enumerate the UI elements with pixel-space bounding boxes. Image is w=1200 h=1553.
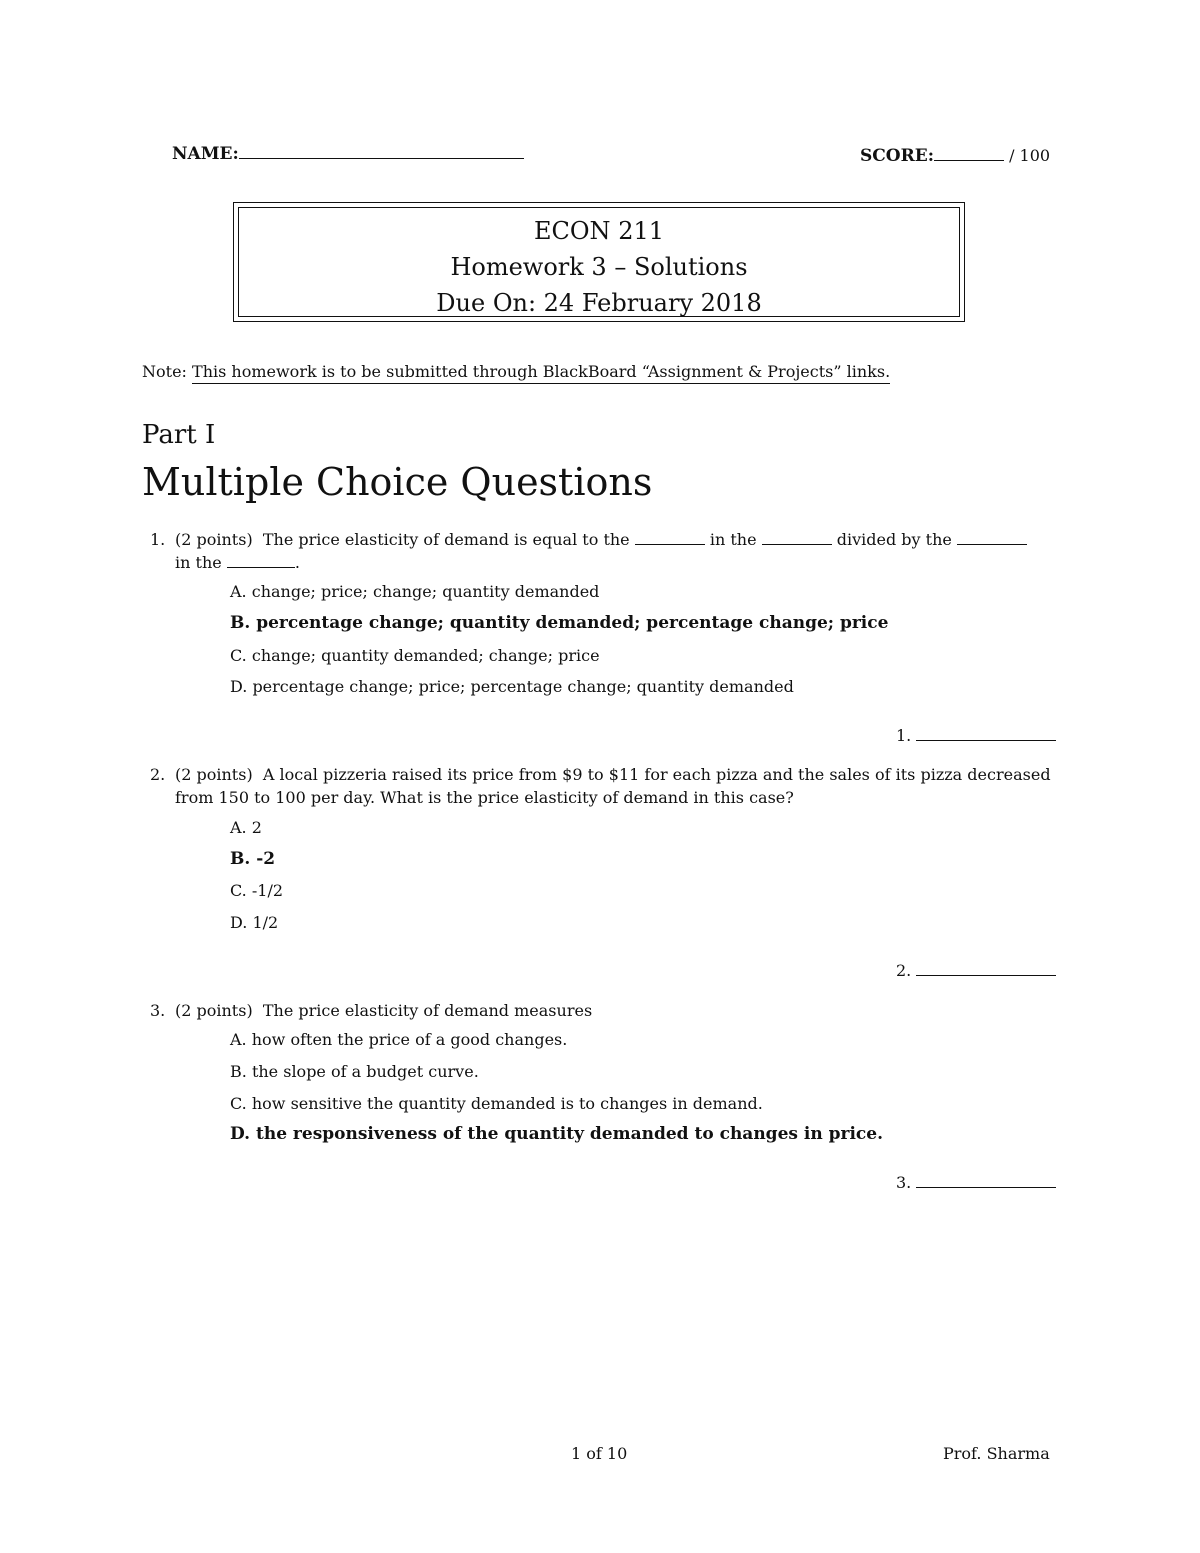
option-letter: B.	[230, 1062, 247, 1081]
question-1-text	[175, 528, 1060, 574]
option-letter: D.	[230, 677, 248, 696]
option-letter: D.	[230, 913, 248, 932]
option-letter: B.	[230, 849, 251, 869]
question-1-option-b-correct	[230, 613, 888, 633]
page-number: 1 of 10	[571, 1444, 628, 1463]
fill-in-blank[interactable]	[227, 567, 295, 568]
option-letter: A.	[230, 1030, 247, 1049]
course-title: ECON 211	[534, 217, 664, 245]
question-3-option-d-correct	[230, 1124, 883, 1144]
answer-blank[interactable]	[916, 740, 1056, 741]
option-letter: A.	[230, 582, 247, 601]
answer-label: 1.	[896, 726, 912, 745]
question-1-option-a	[230, 582, 599, 601]
question-1-segment: in the	[175, 553, 222, 572]
score-blank[interactable]	[934, 146, 1004, 161]
answer-line-3	[896, 1173, 1056, 1192]
option-text: change; price; change; quantity demanded	[251, 582, 600, 601]
due-date: Due On: 24 February 2018	[436, 289, 762, 317]
question-3-body: The price elasticity of demand measures	[262, 1001, 593, 1020]
option-letter: C.	[230, 1094, 247, 1113]
question-2-option-d	[230, 913, 278, 932]
question-3-points: (2 points)	[175, 1001, 253, 1020]
question-1-segment: The price elasticity of demand is equal to the	[262, 530, 630, 549]
question-1-points: (2 points)	[175, 530, 253, 549]
score-total: / 100	[1009, 146, 1051, 165]
question-3-text	[175, 999, 1060, 1022]
question-2-option-a	[230, 818, 262, 837]
answer-line-1	[896, 726, 1056, 745]
option-text: -2	[256, 849, 276, 869]
question-1-option-d	[230, 677, 794, 696]
fill-in-blank[interactable]	[762, 544, 832, 545]
question-1-segment: in the	[709, 530, 757, 549]
option-letter: B.	[230, 613, 251, 633]
option-text: percentage change; price; percentage change; quantity demanded	[252, 677, 794, 696]
option-letter: D.	[230, 1124, 251, 1144]
title-box	[233, 202, 965, 322]
question-1-segment: .	[294, 553, 300, 572]
question-3-option-a	[230, 1030, 567, 1049]
answer-blank[interactable]	[916, 975, 1056, 976]
part-label: Part I	[142, 420, 216, 450]
option-text: how sensitive the quantity demanded is to changes in demand.	[251, 1094, 763, 1113]
name-label: NAME:	[172, 144, 239, 164]
answer-blank[interactable]	[916, 1187, 1056, 1188]
note-text: This homework is to be submitted through BlackBoard “Assignment & Projects” links.	[192, 362, 890, 384]
assignment-title: Homework 3 – Solutions	[450, 253, 748, 281]
question-2-text	[175, 763, 1060, 809]
name-blank[interactable]	[239, 144, 524, 159]
answer-label: 3.	[896, 1173, 912, 1192]
option-letter: C.	[230, 881, 247, 900]
score-field	[860, 144, 1050, 167]
question-1-number: 1.	[150, 530, 166, 549]
question-2-option-b-correct	[230, 849, 275, 869]
question-3-option-c	[230, 1094, 763, 1113]
fill-in-blank[interactable]	[635, 544, 705, 545]
answer-line-2	[896, 961, 1056, 980]
question-3-option-b	[230, 1062, 479, 1081]
name-field	[172, 144, 524, 164]
note	[142, 362, 890, 381]
option-text: 1/2	[252, 913, 279, 932]
option-text: percentage change; quantity demanded; percentage change; price	[256, 613, 889, 633]
option-text: how often the price of a good changes.	[251, 1030, 568, 1049]
option-letter: A.	[230, 818, 247, 837]
question-2-points: (2 points)	[175, 765, 253, 784]
option-text: -1/2	[251, 881, 284, 900]
option-letter: C.	[230, 646, 247, 665]
option-text: change; quantity demanded; change; price	[251, 646, 600, 665]
question-2-option-c	[230, 881, 283, 900]
question-1-option-c	[230, 646, 600, 665]
option-text: the responsiveness of the quantity demanded to changes in price.	[255, 1124, 884, 1144]
footer-author: Prof. Sharma	[943, 1444, 1050, 1463]
note-label: Note:	[142, 362, 187, 381]
question-1-segment: divided by the	[836, 530, 952, 549]
question-2-body: A local pizzeria raised its price from $9 to $11 for each pizza and the sales of its pizza decreased from 150 to 100 per day. What is the price elasticity of demand in this case?	[175, 765, 1051, 807]
fill-in-blank[interactable]	[957, 544, 1027, 545]
question-2-number: 2.	[150, 765, 166, 784]
question-3-number: 3.	[150, 1001, 166, 1020]
title-box-inner	[238, 207, 960, 317]
option-text: 2	[251, 818, 262, 837]
option-text: the slope of a budget curve.	[251, 1062, 479, 1081]
section-heading: Multiple Choice Questions	[142, 460, 653, 504]
answer-label: 2.	[896, 961, 912, 980]
score-label: SCORE:	[860, 146, 934, 166]
